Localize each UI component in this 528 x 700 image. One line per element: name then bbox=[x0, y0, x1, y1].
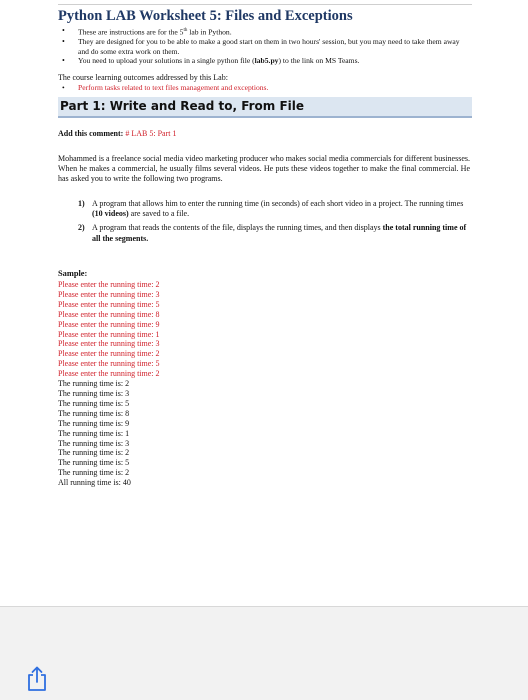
problem-paragraph: Mohammed is a freelance social media video marketing producer who makes social media commercials for different businesses. When he makes a commercial, he usually films several videos. He puts these videos together to make the final commercial. He has asked you to write the following two programs. bbox=[58, 154, 470, 184]
sample-input-line: Please enter the running time: 9 bbox=[58, 319, 160, 329]
program-item: 2) A program that reads the contents of the file, displays the running times, and then displays the total running time of all the segments. bbox=[78, 223, 467, 243]
outcomes-intro: The course learning outcomes addressed by this Lab: bbox=[58, 73, 228, 82]
sample-input-line: Please enter the running time: 3 bbox=[58, 339, 160, 349]
sample-output-line: The running time is: 2 bbox=[58, 468, 130, 478]
sample-output-line: The running time is: 2 bbox=[58, 379, 130, 389]
sample-input-line: Please enter the running time: 8 bbox=[58, 309, 160, 319]
add-comment-line bbox=[58, 129, 176, 138]
sample-output-line: The running time is: 8 bbox=[58, 408, 130, 418]
program-list bbox=[78, 199, 470, 248]
bullet-icon: • bbox=[62, 26, 65, 35]
sample-total-line: All running time is: 40 bbox=[58, 478, 131, 488]
add-comment-label: Add this comment: bbox=[58, 129, 124, 138]
sample-input-line: Please enter the running time: 1 bbox=[58, 329, 160, 339]
outcome-item: • Perform tasks related to text files management and exceptions. bbox=[58, 83, 268, 93]
add-comment-value: # LAB 5: Part 1 bbox=[125, 129, 177, 138]
sample-output-line: The running time is: 1 bbox=[58, 428, 130, 438]
sample-input-line: Please enter the running time: 3 bbox=[58, 289, 160, 299]
sample-input-line: Please enter the running time: 2 bbox=[58, 369, 160, 379]
instruction-item: • These are instructions are for the 5th lab in Python. bbox=[62, 26, 232, 37]
instruction-item: • You need to upload your solutions in a single python file (lab5.py) to the link on MS Teams. bbox=[62, 56, 360, 66]
sample-output-line: The running time is: 3 bbox=[58, 388, 130, 398]
share-icon[interactable] bbox=[26, 666, 48, 692]
sample-input-line: Please enter the running time: 2 bbox=[58, 349, 160, 359]
instruction-list bbox=[58, 26, 470, 66]
sample-output-line: The running time is: 9 bbox=[58, 418, 130, 428]
sample-title: Sample: bbox=[58, 269, 88, 278]
part-heading bbox=[58, 97, 472, 118]
top-rule bbox=[58, 4, 472, 5]
sample-input-line: Please enter the running time: 5 bbox=[58, 359, 160, 369]
sample-output-line: The running time is: 5 bbox=[58, 458, 130, 468]
bullet-icon: • bbox=[62, 37, 65, 47]
bullet-icon: • bbox=[62, 83, 65, 92]
sample-output-line: The running time is: 2 bbox=[58, 448, 130, 458]
share-icon-graphic bbox=[26, 666, 48, 692]
sample-output-line: The running time is: 3 bbox=[58, 438, 130, 448]
sample-input-line: Please enter the running time: 5 bbox=[58, 299, 160, 309]
program-item: 1) A program that allows him to enter the running time (in seconds) of each short video in a project. The running times (10 videos) are saved to a file. bbox=[78, 199, 464, 219]
bullet-icon: • bbox=[62, 56, 65, 66]
sample-output-line: The running time is: 5 bbox=[58, 398, 130, 408]
part-title: Part 1: Write and Read to, From File bbox=[60, 99, 305, 113]
sample-input-line: Please enter the running time: 2 bbox=[58, 280, 160, 289]
instruction-item: • They are designed for you to be able to make a good start on them in two hours' session, but you may need to take them away and do some extra work on them. bbox=[62, 37, 460, 56]
sample-output bbox=[58, 280, 358, 488]
worksheet-title: Python LAB Worksheet 5: Files and Exceptions bbox=[58, 8, 353, 24]
